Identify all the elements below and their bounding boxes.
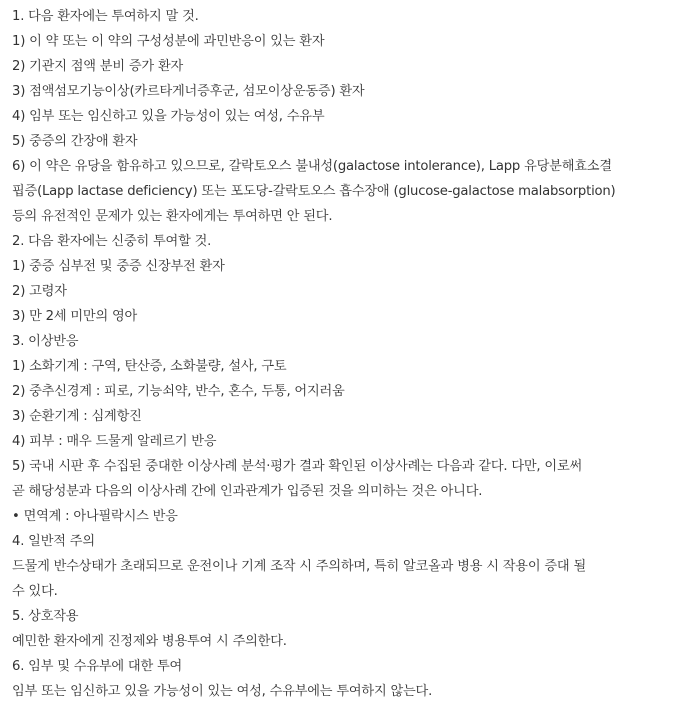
adverse-reaction-item: 1) 소화기계 : 구역, 탄산증, 소화불량, 설사, 구토 [12, 359, 287, 374]
contraindication-item: 4) 임부 또는 임신하고 있을 가능성이 있는 여성, 수유부 [12, 109, 325, 124]
section-heading-contraindications: 1. 다음 환자에는 투여하지 말 것. [12, 9, 199, 24]
general-precaution-text-continued: 수 있다. [12, 584, 58, 599]
caution-item: 1) 중증 심부전 및 중증 신장부전 환자 [12, 259, 225, 274]
adverse-reaction-item: 5) 국내 시판 후 수집된 중대한 이상사례 분석·평가 결과 확인된 이상사례는 다음과 같다. 다만, 이로써 [12, 459, 583, 474]
contraindication-item: 2) 기관지 점액 분비 증가 환자 [12, 59, 184, 74]
contraindication-item: 1) 이 약 또는 이 약의 구성성분에 과민반응이 있는 환자 [12, 34, 325, 49]
section-heading-general-precautions: 4. 일반적 주의 [12, 534, 95, 549]
contraindication-item: 5) 중증의 간장애 환자 [12, 134, 138, 149]
contraindication-item-continued: 등의 유전적인 문제가 있는 환자에게는 투여하면 안 된다. [12, 209, 333, 224]
adverse-reaction-item: 4) 피부 : 매우 드물게 알레르기 반응 [12, 434, 217, 449]
contraindication-item: 3) 점액섬모기능이상(카르타게너증후군, 섬모이상운동증) 환자 [12, 84, 365, 99]
pregnancy-text: 임부 또는 임신하고 있을 가능성이 있는 여성, 수유부에는 투여하지 않는다. [12, 684, 433, 699]
general-precaution-text: 드물게 반수상태가 초래되므로 운전이나 기계 조작 시 주의하며, 특히 알코올과 병용 시 작용이 증대 될 [12, 559, 586, 574]
adverse-reaction-item-continued: 곧 해당성분과 다음의 이상사례 간에 인과관계가 입증된 것을 의미하는 것은 아니다. [12, 484, 483, 499]
section-heading-interactions: 5. 상호작용 [12, 609, 79, 624]
section-heading-caution: 2. 다음 환자에는 신중히 투여할 것. [12, 234, 212, 249]
drug-precautions-text [12, 4, 684, 704]
section-heading-adverse-reactions: 3. 이상반응 [12, 334, 79, 349]
caution-item: 2) 고령자 [12, 284, 67, 299]
caution-item: 3) 만 2세 미만의 영아 [12, 309, 138, 324]
contraindication-item: 6) 이 약은 유당을 함유하고 있으므로, 갈락토오스 불내성(galactose intolerance), Lapp 유당분해효소결 [12, 159, 612, 174]
interaction-text: 예민한 환자에게 진정제와 병용투여 시 주의한다. [12, 634, 287, 649]
contraindication-item-continued: 핍증(Lapp lactase deficiency) 또는 포도당-갈락토오스 흡수장애 (glucose-galactose malabsorption) [12, 184, 616, 199]
adverse-reaction-item: 2) 중추신경계 : 피로, 기능쇠약, 반수, 혼수, 두통, 어지러움 [12, 384, 345, 399]
adverse-reaction-item: 3) 순환기계 : 심계항진 [12, 409, 142, 424]
adverse-reaction-bullet: • 면역계 : 아나필락시스 반응 [12, 509, 178, 524]
section-heading-pregnancy: 6. 임부 및 수유부에 대한 투여 [12, 659, 183, 674]
